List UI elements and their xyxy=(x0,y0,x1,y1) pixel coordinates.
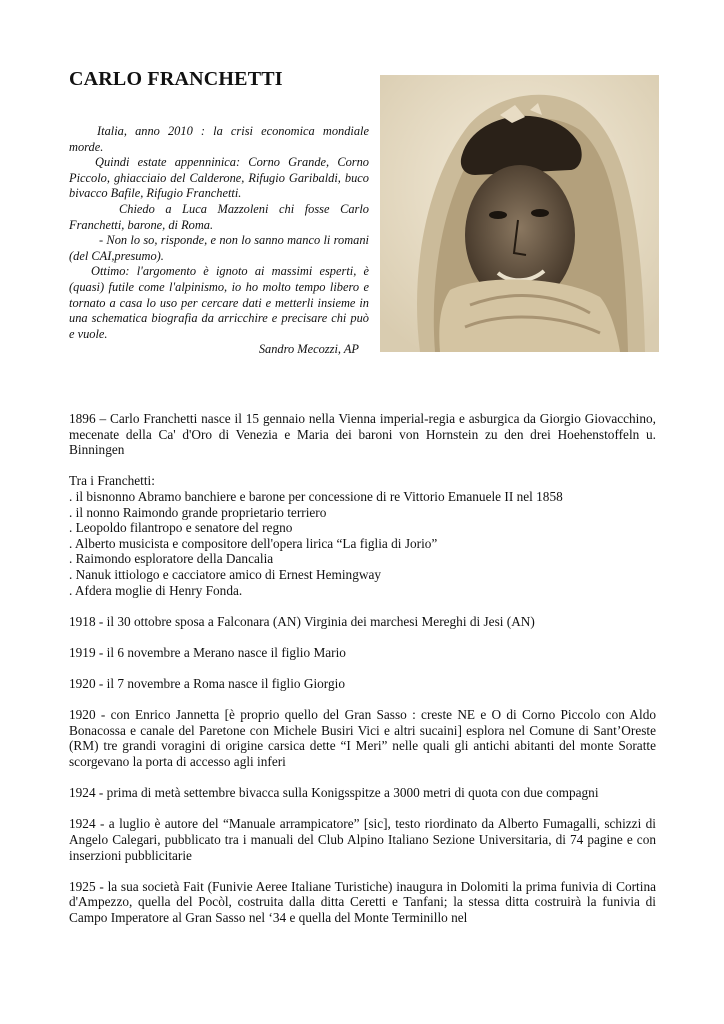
entry-1924-manual: 1924 - a luglio è autore del “Manuale arrampicatore” [sic], testo riordinato da Alberto Fumagalli, schizzi di Angelo Calegari, pubblicato tra i manuali del Club Alpino Italiano Sezione Universitaria, di 74 pagine e con inserzioni pubblicitarie xyxy=(69,816,656,863)
list-item: . Alberto musicista e compositore dell'opera lirica “La figlia di Jorio” xyxy=(69,535,438,551)
intro-signature: Sandro Mecozzi, AP xyxy=(258,342,359,357)
entry-1896: 1896 – Carlo Franchetti nasce il 15 gennaio nella Vienna imperial-regia e asburgica da Giorgio Giovacchino, mecenate della Ca' d'Oro di Venezia e Maria dei baroni von Hornstein zu den drei Hoehenstoffeln u. Binningen xyxy=(69,411,656,458)
portrait-illustration xyxy=(380,75,659,352)
intro-paragraph: Italia, anno 2010 : la crisi economica mondiale morde. xyxy=(69,124,369,154)
entry-1920-birth: 1920 - il 7 novembre a Roma nasce il figlio Giorgio xyxy=(69,676,345,692)
list-item: . il nonno Raimondo grande proprietario terriero xyxy=(69,504,327,520)
intro-block xyxy=(69,124,369,358)
intro-paragraph: Ottimo: l'argomento è ignoto ai massimi esperti, è (quasi) futile come l'alpinismo, io ho molto tempo libero e tornato a casa lo uso per cercare dati e metterli insieme in una schematica biografia da arricchire e precisare chi può e vuole. xyxy=(69,264,369,341)
list-item: . Nanuk ittiologo e cacciatore amico di Ernest Hemingway xyxy=(69,566,382,582)
intro-paragraph: Chiedo a Luca Mazzoleni chi fosse Carlo Franchetti, barone, di Roma. xyxy=(69,201,369,232)
list-item: . Raimondo esploratore della Dancalia xyxy=(69,551,274,567)
intro-paragraph: Quindi estate appenninica: Corno Grande, Corno Piccolo, ghiacciaio del Calderone, Rifugio Garibaldi, buco bivacco Bafile, Rifugio Franchetti. xyxy=(69,155,369,201)
entry-1920-exploration: 1920 - con Enrico Jannetta [è proprio quello del Gran Sasso : creste NE e O di Corno Piccolo con Aldo Bonacossa e canale del Paretone con Michele Busiri Vici e altri sucaini] esplora nel Comune di Sant’Oreste (RM) tre grandi voragini di origine carsica dette “I Meri” nelle quali gli antichi abitanti del monte Soratte scorgevano la porta di accesso agli inferi xyxy=(69,707,656,770)
list-item: . il bisnonno Abramo banchiere e barone per concessione di re Vittorio Emanuele II nel 1858 xyxy=(69,488,563,504)
entry-1918: 1918 - il 30 ottobre sposa a Falconara (AN) Virginia dei marchesi Mereghi di Jesi (AN) xyxy=(69,613,535,629)
entry-1925: 1925 - la sua società Fait (Funivie Aeree Italiane Turistiche) inaugura in Dolomiti la prima funivia di Cortina d'Ampezzo, quella del Pocòl, costruita dalla ditta Ceretti e Tanfani; la stessa ditta costruirà la funivia di Campo Imperatore al Gran Sasso nel ‘34 e quella del Monte Terminillo nel xyxy=(69,878,656,925)
entry-1919: 1919 - il 6 novembre a Merano nasce il figlio Mario xyxy=(69,644,346,660)
portrait-photo xyxy=(380,75,659,352)
family-heading: Tra i Franchetti: xyxy=(69,473,155,489)
list-item: . Afdera moglie di Henry Fonda. xyxy=(69,582,243,598)
family-list xyxy=(69,473,656,598)
page-title: CARLO FRANCHETTI xyxy=(69,68,283,90)
biography-text xyxy=(69,411,656,941)
intro-paragraph: - Non lo so, risponde, e non lo sanno manco li romani (del CAI,presumo). xyxy=(69,233,369,263)
list-item: . Leopoldo filantropo e senatore del regno xyxy=(69,520,293,536)
entry-1924-bivouac: 1924 - prima di metà settembre bivacca sulla Konigsspitze a 3000 metri di quota con due compagni xyxy=(69,785,599,801)
